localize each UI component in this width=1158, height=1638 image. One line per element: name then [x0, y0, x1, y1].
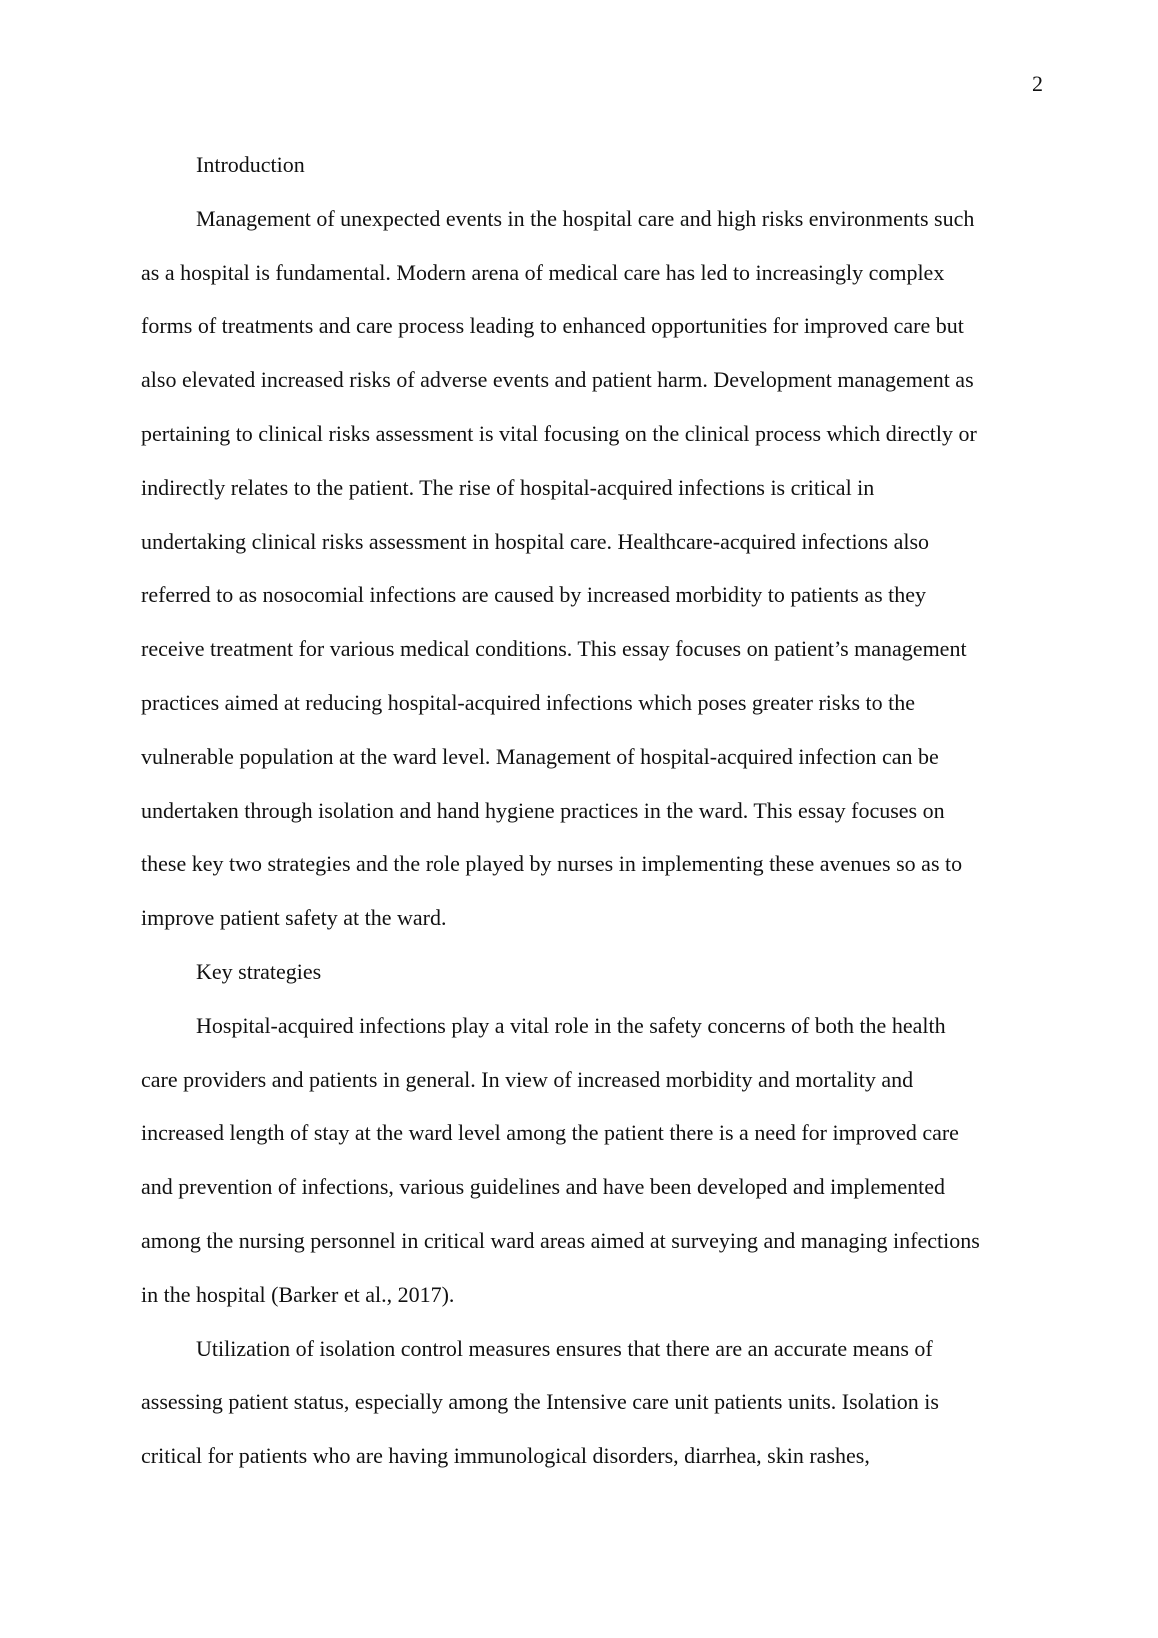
introduction-paragraph: [141, 192, 1041, 945]
paragraph-line: in the hospital (Barker et al., 2017).: [141, 1281, 455, 1307]
paragraph-line: these key two strategies and the role played by nurses in implementing these avenues so as to: [141, 851, 963, 877]
paragraph-line: among the nursing personnel in critical ward areas aimed at surveying and managing infections: [141, 1227, 980, 1253]
paragraph-line: and prevention of infections, various guidelines and have been developed and implemented: [141, 1174, 945, 1200]
paragraph-line: referred to as nosocomial infections are caused by increased morbidity to patients as they: [141, 582, 927, 608]
paragraph-line: practices aimed at reducing hospital-acquired infections which poses greater risks to the: [141, 689, 916, 715]
paragraph-line: as a hospital is fundamental. Modern arena of medical care has led to increasingly complex: [141, 259, 945, 285]
paragraph-line: Hospital-acquired infections play a vital role in the safety concerns of both the health: [196, 1012, 946, 1038]
paragraph-line: pertaining to clinical risks assessment is vital focusing on the clinical process which directly or: [141, 420, 977, 446]
paragraph-line: critical for patients who are having immunological disorders, diarrhea, skin rashes,: [141, 1443, 870, 1469]
key-strategies-paragraph-2: [141, 1322, 1041, 1483]
paragraph-line: Management of unexpected events in the hospital care and high risks environments such: [196, 205, 975, 231]
document-body: [141, 138, 1041, 1483]
paragraph-line: indirectly relates to the patient. The rise of hospital-acquired infections is critical in: [141, 474, 875, 500]
paragraph-line: undertaking clinical risks assessment in hospital care. Healthcare-acquired infections also: [141, 528, 930, 554]
paragraph-line: assessing patient status, especially among the Intensive care unit patients units. Isolation is: [141, 1389, 939, 1415]
paragraph-line: care providers and patients in general. In view of increased morbidity and mortality and: [141, 1066, 914, 1092]
paragraph-line: increased length of stay at the ward level among the patient there is a need for improved care: [141, 1120, 959, 1146]
section-heading-key-strategies: Key strategies: [196, 958, 322, 984]
key-strategies-paragraph-1: [141, 999, 1041, 1322]
paragraph-line: also elevated increased risks of adverse events and patient harm. Development management as: [141, 367, 974, 393]
paragraph-line: forms of treatments and care process leading to enhanced opportunities for improved care but: [141, 313, 964, 339]
section-heading-introduction: Introduction: [196, 152, 305, 177]
paragraph-line: improve patient safety at the ward.: [141, 905, 447, 931]
paragraph-line: Utilization of isolation control measures ensures that there are an accurate means of: [196, 1335, 933, 1361]
paragraph-line: receive treatment for various medical conditions. This essay focuses on patient’s management: [141, 636, 967, 662]
paragraph-line: vulnerable population at the ward level. Management of hospital-acquired infection can be: [141, 743, 939, 769]
paragraph-line: undertaken through isolation and hand hygiene practices in the ward. This essay focuses on: [141, 797, 945, 823]
page-number: 2: [1032, 71, 1043, 96]
